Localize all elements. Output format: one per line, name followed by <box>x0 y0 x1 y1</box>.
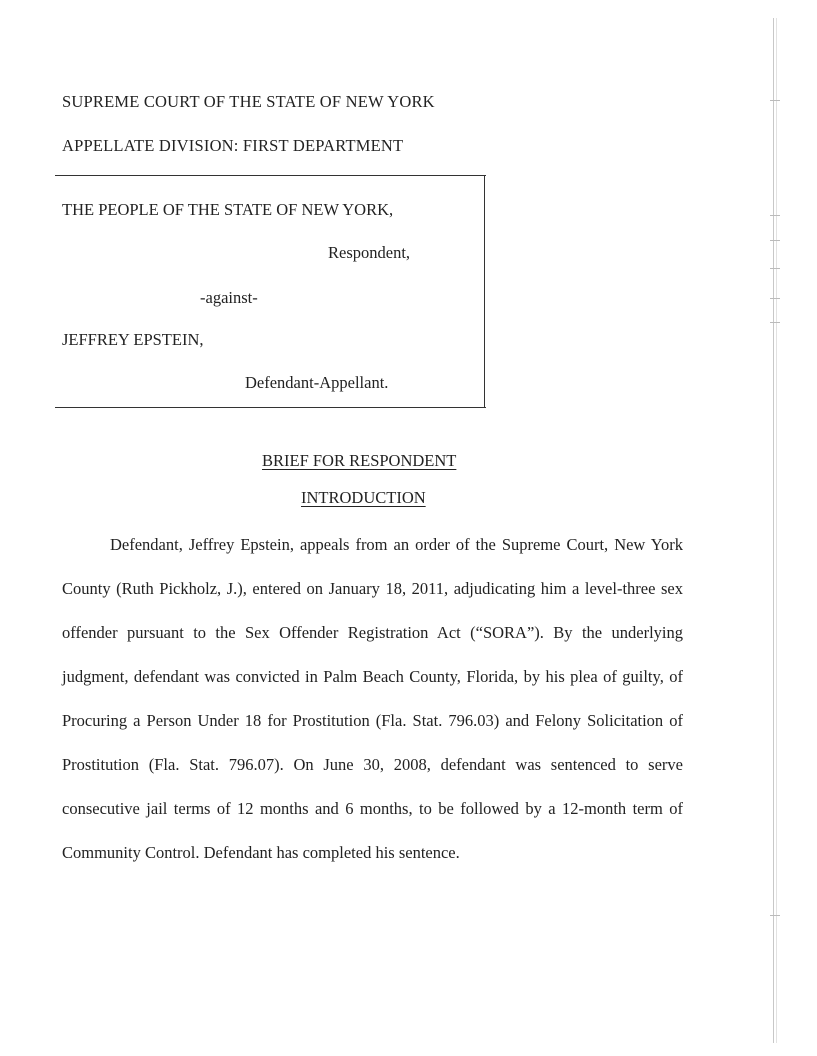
plaintiff-name: THE PEOPLE OF THE STATE OF NEW YORK, <box>62 200 394 219</box>
scan-margin-tick <box>770 215 780 216</box>
court-division: APPELLATE DIVISION: FIRST DEPARTMENT <box>62 136 404 155</box>
scan-margin-tick <box>770 322 780 323</box>
section-heading: INTRODUCTION <box>301 488 426 507</box>
scan-margin-tick <box>770 240 780 241</box>
court-name: SUPREME COURT OF THE STATE OF NEW YORK <box>62 92 435 111</box>
scan-margin-tick <box>770 915 780 916</box>
plaintiff-role: Respondent, <box>328 243 411 262</box>
defendant-role: Defendant-Appellant. <box>245 373 389 392</box>
scan-margin-line <box>773 18 774 1043</box>
scan-margin-tick <box>770 298 780 299</box>
scan-margin-tick <box>770 268 780 269</box>
scan-margin-tick <box>770 100 780 101</box>
defendant-name: JEFFREY EPSTEIN, <box>62 330 204 349</box>
versus-label: -against- <box>200 288 258 307</box>
caption-top-rule <box>55 175 486 176</box>
caption-bottom-rule <box>55 407 486 408</box>
brief-title: BRIEF FOR RESPONDENT <box>262 451 457 470</box>
caption-right-rule <box>484 175 485 408</box>
intro-paragraph: Defendant, Jeffrey Epstein, appeals from an order of the Supreme Court, New York County (Ruth Pickholz, J.), entered on January 18, 2011, adjudicating him a level-three sex offender pursuant to the Sex Offender Registration Act (“SORA”). By the underlying judgment, defendant was convicted in Palm Beach County, Florida, by his plea of guilty, of Procuring a Person Under 18 for Prostitution (Fla. Stat. 796.03) and Felony Solicitation of Prostitution (Fla. Stat. 796.07). On June 30, 2008, defendant was sentenced to serve consecutive jail terms of 12 months and 6 months, to be followed by a 12-month term of Community Control. Defendant has completed his sentence. <box>62 535 683 862</box>
scan-margin-line-secondary <box>776 18 777 1043</box>
